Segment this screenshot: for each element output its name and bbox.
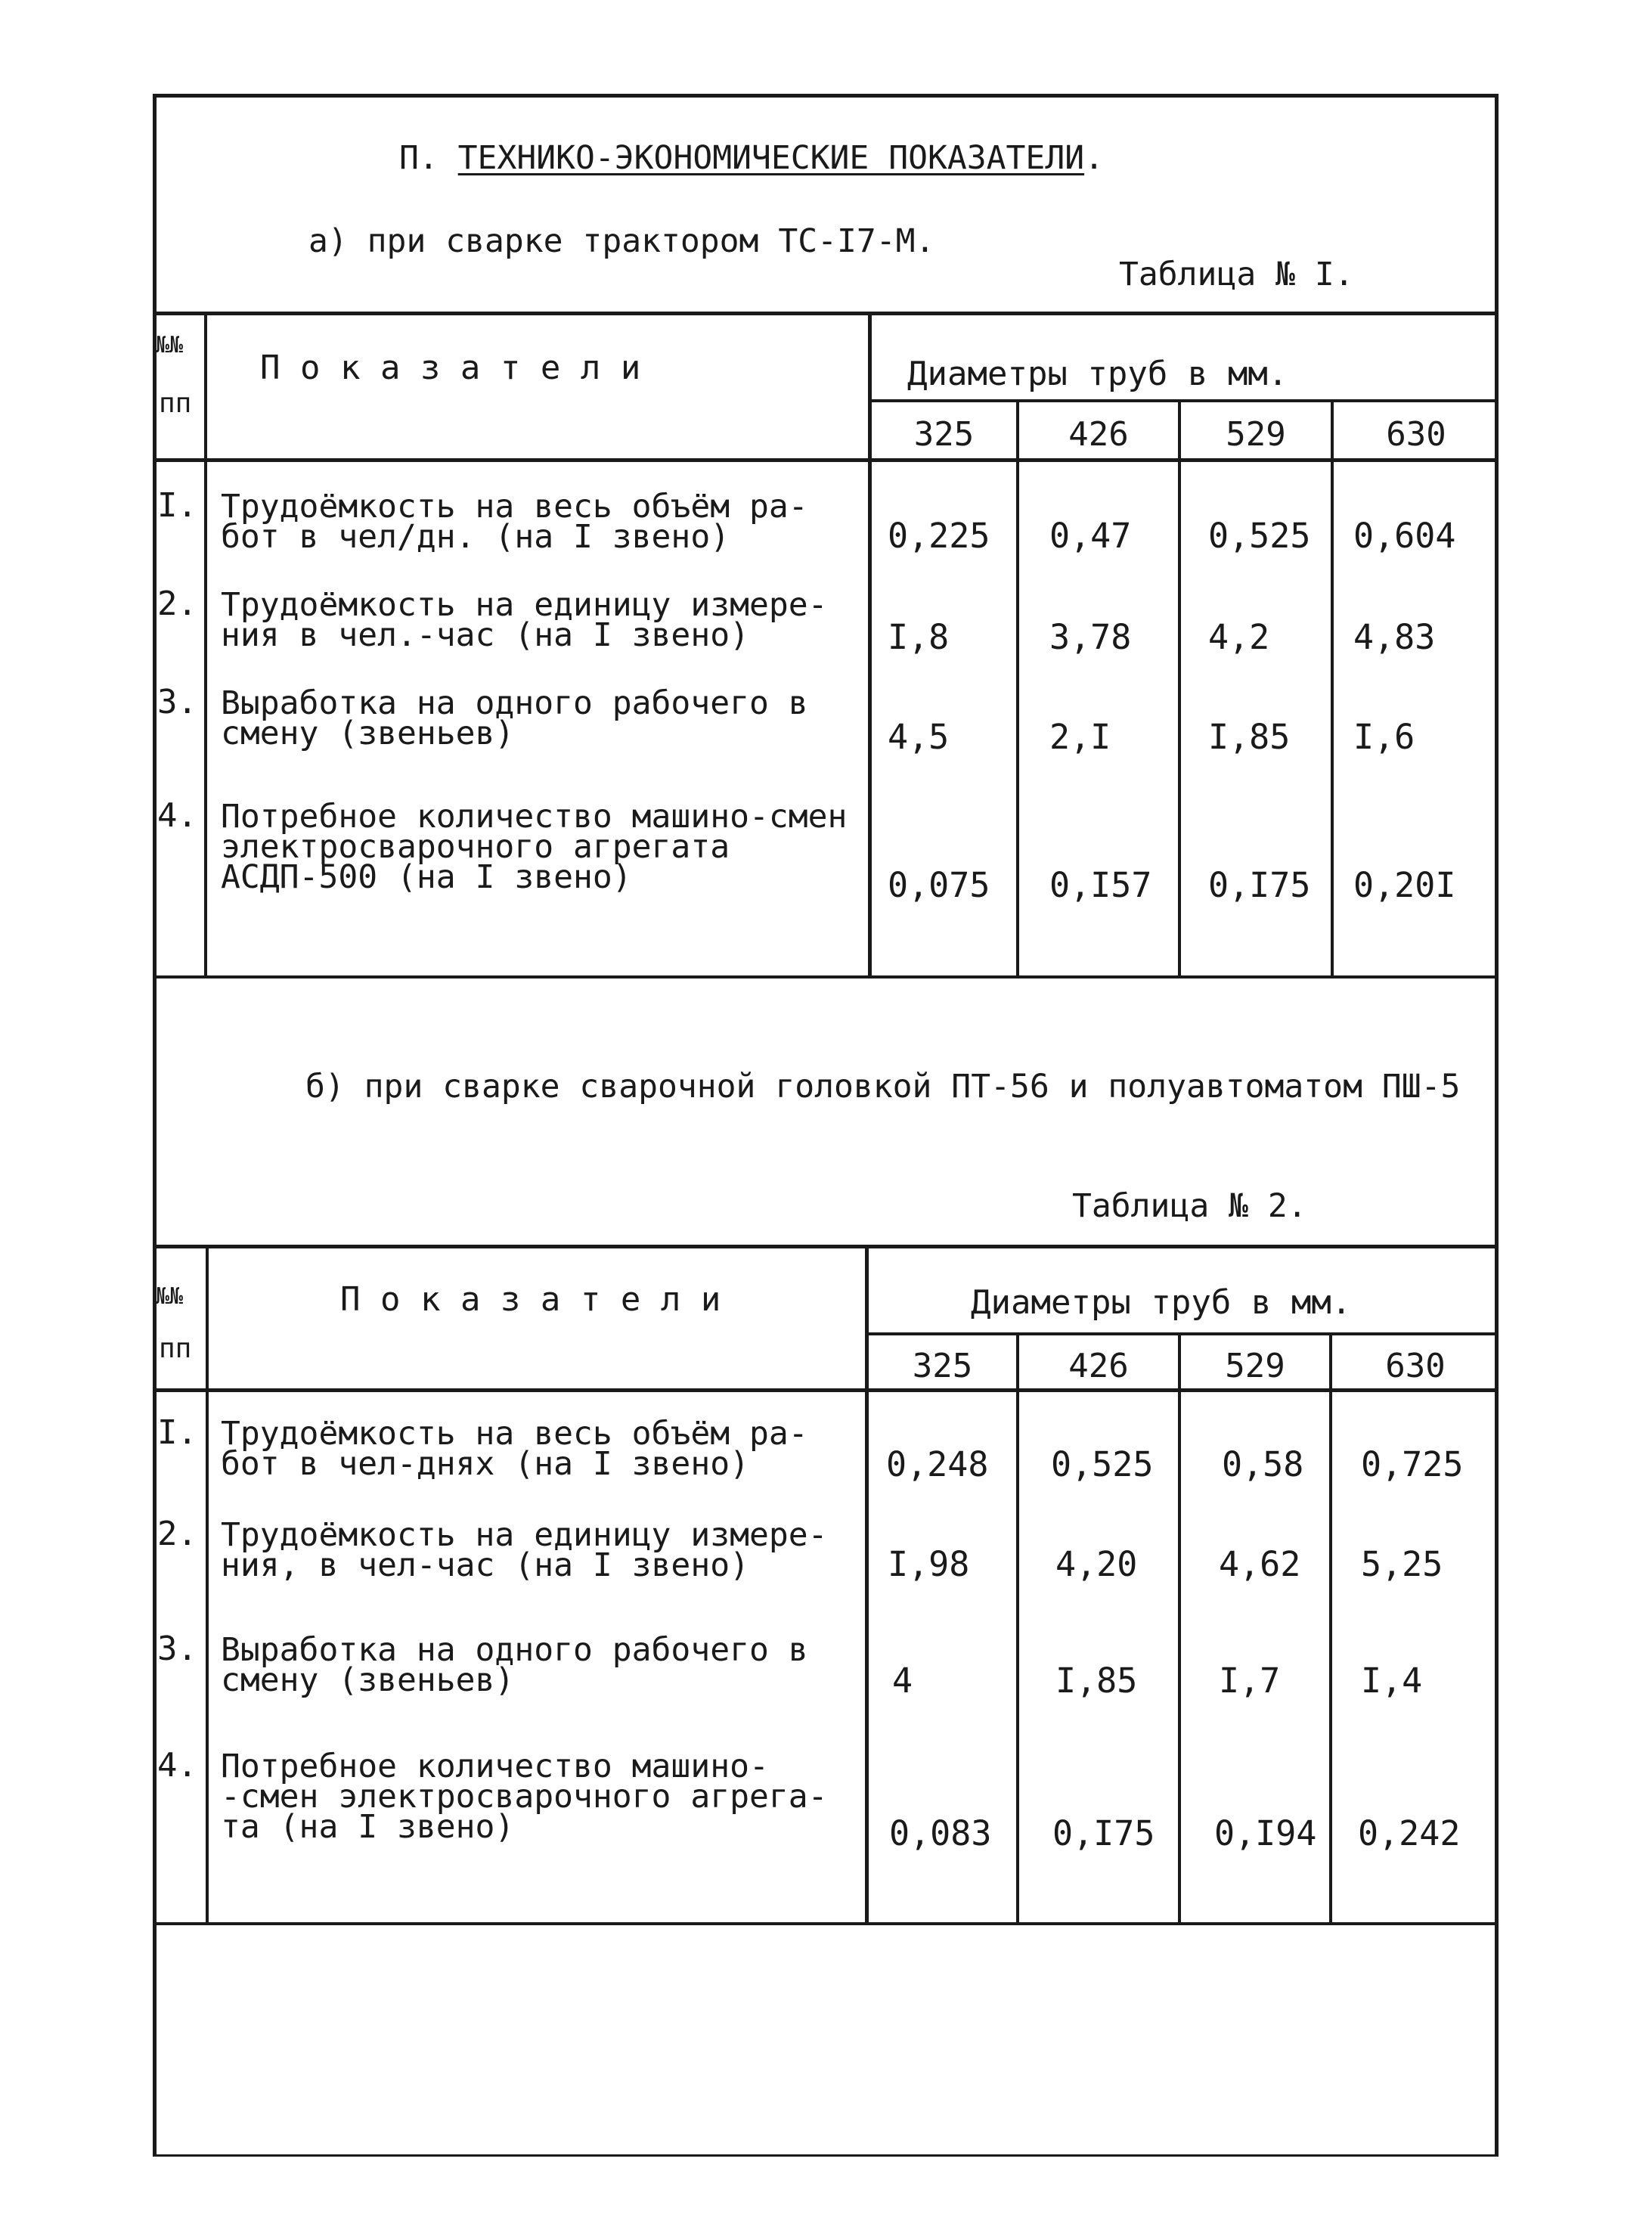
table1-row2-v529: 4,2 <box>1208 617 1270 657</box>
table2-row2-line2: ния, в чел-час (на I звено) <box>221 1546 749 1584</box>
table1-row1-line1: Трудоёмкость на весь объём ра- <box>221 488 808 526</box>
table1-diam-630: 630 <box>1386 415 1446 454</box>
table1-row4-line3: АСДП-500 (на I звено) <box>221 858 632 896</box>
table2-row3-no: 3. <box>157 1630 197 1668</box>
table1-row3-v325: 4,5 <box>888 717 950 757</box>
table1-col-no-bottom: пп <box>159 388 192 419</box>
table1-header-bottom <box>153 458 1499 462</box>
table1-row1-v325: 0,225 <box>888 516 990 556</box>
table1-row1-v630: 0,604 <box>1353 516 1456 556</box>
table2-row3-line1: Выработка на одного рабочего в <box>221 1631 808 1669</box>
table2-diam-325: 325 <box>912 1347 973 1385</box>
table1-row2-line2: ния в чел.-час (на I звено) <box>221 616 749 654</box>
table2-row1-no: I. <box>157 1413 197 1452</box>
table2-row2-no: 2. <box>157 1515 197 1553</box>
table2-row1-v426: 0,525 <box>1051 1444 1154 1484</box>
table1-subtitle: а) при сварке трактором ТС-I7-М. <box>308 222 935 260</box>
table1-row3-v630: I,6 <box>1353 717 1415 757</box>
table1-row2-no: 2. <box>157 585 197 623</box>
table1-row3-v529: I,85 <box>1208 717 1291 757</box>
table2-col-529-divider <box>1329 1334 1332 1925</box>
table1-row3-no: 3. <box>157 683 197 721</box>
table1-row1-v426: 0,47 <box>1049 516 1132 556</box>
table1-diam-325: 325 <box>913 415 975 454</box>
table1-row4-v529: 0,I75 <box>1208 865 1311 905</box>
table2-col-indicator-divider <box>865 1245 869 1925</box>
table1-row4-line1: Потребное количество машино-смен <box>221 798 848 836</box>
table1-caption: Таблица № I. <box>1119 256 1354 293</box>
table2-row2-v426: 4,20 <box>1055 1544 1138 1584</box>
table1-row2-v325: I,8 <box>888 617 950 657</box>
table1-diam-426: 426 <box>1068 415 1129 454</box>
table1-top-border <box>153 312 1499 315</box>
table2-row2-v529: 4,62 <box>1219 1544 1301 1584</box>
table1-col-325-divider <box>1016 401 1019 978</box>
table1-row2-v630: 4,83 <box>1353 617 1436 657</box>
table2-diam-426: 426 <box>1068 1347 1129 1385</box>
table1-col-diameters: Диаметры труб в мм. <box>907 355 1288 393</box>
table1-col-426-divider <box>1178 401 1181 978</box>
table1-col-529-divider <box>1331 401 1334 978</box>
table1-row4-v426: 0,I57 <box>1049 865 1152 905</box>
table1-row4-line2: электросварочного агрегата <box>221 828 730 866</box>
table1-row4-no: 4. <box>157 796 197 835</box>
table1-col-indicator: П о к а з а т е л и <box>260 349 641 387</box>
table1-row1-line2: бот в чел/дн. (на I звено) <box>221 518 730 556</box>
table2-header-bottom <box>153 1388 1499 1392</box>
table2-row4-line1: Потребное количество машино- <box>221 1748 769 1785</box>
table1-bottom-border <box>153 975 1499 978</box>
table2-col-diameters: Диаметры труб в мм. <box>971 1283 1352 1322</box>
table1-diam-divider <box>869 399 1499 402</box>
table2-row4-v529: 0,I94 <box>1214 1813 1317 1853</box>
table2-row2-v325: I,98 <box>888 1544 970 1584</box>
table1-col-no-divider <box>204 312 207 978</box>
section-title: ТЕХНИКО-ЭКОНОМИЧЕСКИЕ ПОКАЗАТЕЛИ <box>457 139 1085 177</box>
section-title-end: . <box>1084 139 1104 177</box>
table2-row3-v325: 4 <box>892 1661 913 1701</box>
table2-row4-line3: та (на I звено) <box>221 1808 515 1846</box>
section-number: П. <box>399 139 439 177</box>
table1-row3-line1: Выработка на одного рабочего в <box>221 684 808 722</box>
table1-col-indicator-divider <box>868 312 872 978</box>
table1-row1-no: I. <box>157 486 197 525</box>
table2-row1-line2: бот в чел-днях (на I звено) <box>221 1445 749 1483</box>
table2-col-no-bottom: пп <box>159 1333 192 1364</box>
table2-caption: Таблица № 2. <box>1072 1187 1307 1225</box>
table1-row4-v630: 0,20I <box>1353 865 1456 905</box>
table2-diam-divider <box>866 1332 1499 1335</box>
table1-diam-529: 529 <box>1226 415 1286 454</box>
table1-row1-v529: 0,525 <box>1208 516 1311 556</box>
table1-col-no-top: №№ <box>156 332 184 358</box>
table2-row4-v426: 0,I75 <box>1052 1813 1155 1853</box>
table2-row4-v325: 0,083 <box>889 1813 992 1853</box>
table2-col-325-divider <box>1016 1334 1019 1925</box>
table2-row1-v529: 0,58 <box>1222 1444 1304 1484</box>
table2-row3-v426: I,85 <box>1055 1661 1138 1701</box>
table2-row1-v325: 0,248 <box>886 1444 989 1484</box>
table2-subtitle: б) при сварке сварочной головкой ПТ-56 и полуавтоматом ПШ-5 <box>305 1068 1461 1106</box>
table1-row2-line1: Трудоёмкость на единицу измере- <box>221 586 828 624</box>
table1-row3-line2: смену (звеньев) <box>221 715 515 752</box>
table2-row3-v529: I,7 <box>1219 1661 1281 1701</box>
table2-row4-v630: 0,242 <box>1358 1813 1461 1853</box>
section-heading <box>399 139 1104 177</box>
table2-col-426-divider <box>1178 1334 1181 1925</box>
table1-row2-v426: 3,78 <box>1049 617 1132 657</box>
table2-col-indicator: П о к а з а т е л и <box>340 1280 721 1319</box>
table2-top-border <box>153 1245 1499 1248</box>
table2-row3-line2: смену (звеньев) <box>221 1661 515 1699</box>
table2-row3-v630: I,4 <box>1361 1661 1423 1701</box>
table2-diam-529: 529 <box>1225 1347 1285 1385</box>
table2-row2-line1: Трудоёмкость на единицу измере- <box>221 1516 828 1554</box>
table2-col-no-divider <box>206 1245 209 1925</box>
table2-row4-no: 4. <box>157 1746 197 1785</box>
table2-diam-630: 630 <box>1385 1347 1446 1385</box>
table2-row2-v630: 5,25 <box>1361 1544 1443 1584</box>
table2-row1-v630: 0,725 <box>1361 1444 1464 1484</box>
table2-row1-line1: Трудоёмкость на весь объём ра- <box>221 1415 808 1453</box>
table1-row4-v325: 0,075 <box>888 865 990 905</box>
table1-row3-v426: 2,I <box>1049 717 1111 757</box>
table2-bottom-border <box>153 1922 1499 1925</box>
table2-col-no-top: №№ <box>156 1283 184 1310</box>
table2-row4-line2: -смен электросварочного агрега- <box>221 1778 828 1816</box>
